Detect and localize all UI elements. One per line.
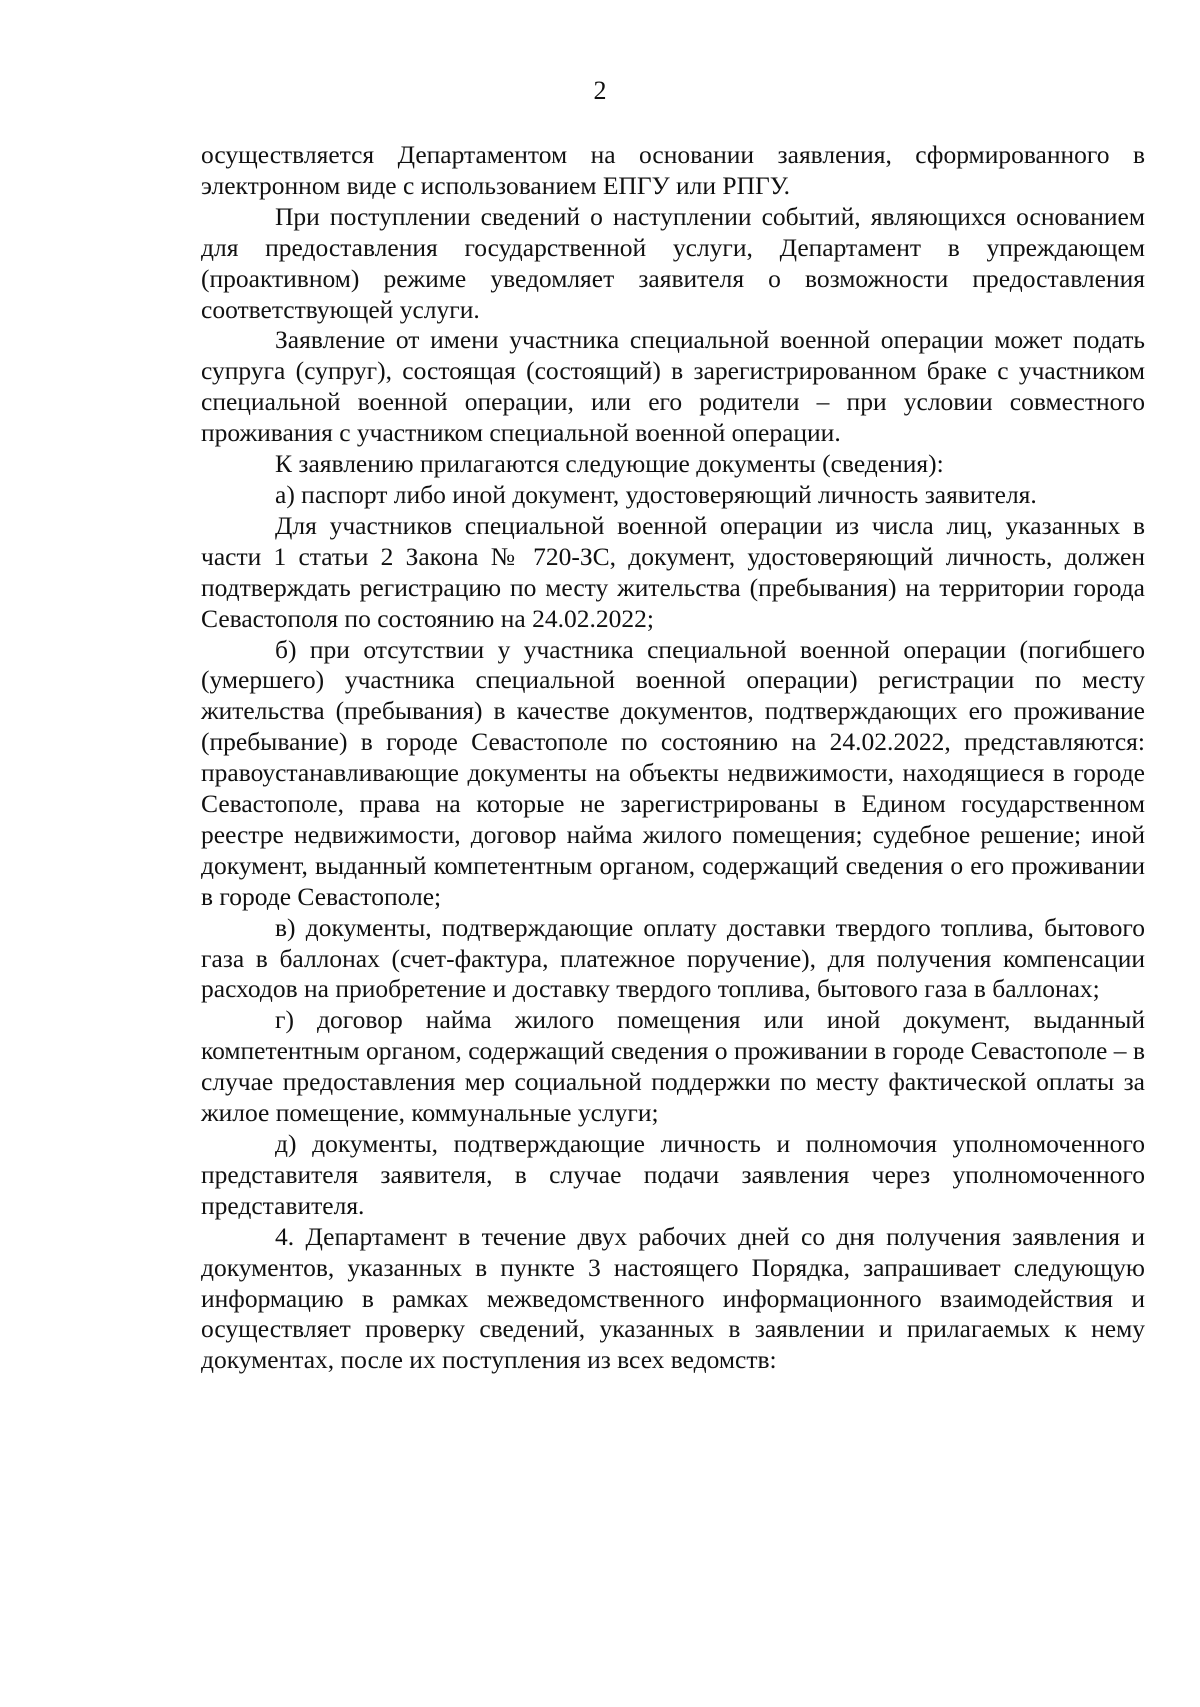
- paragraph-item-g: г) договор найма жилого помещения или иной документ, выданный компетентным органом, содержащий сведения о проживании в городе Севастополе – в случае предоставления мер социальной поддержки по месту фактической оплаты за жилое помещение, коммунальные услуги;: [201, 1005, 1145, 1128]
- paragraph-item-a: а) паспорт либо иной документ, удостоверяющий личность заявителя.: [275, 479, 1037, 509]
- document-body: [201, 140, 1145, 1376]
- paragraph-continuation: осуществляется Департаментом на основании заявления, сформированного в электронном виде с использованием ЕПГУ или РПГУ.: [201, 140, 1145, 200]
- paragraph-section-4: 4. Департамент в течение двух рабочих дней со дня получения заявления и документов, указанных в пункте 3 настоящего Порядка, запрашивает следующую информацию в рамках межведомственного информационного взаимодействия и осуществляет проверку сведений, указанных в заявлении и прилагаемых к нему документах, после их поступления из всех ведомств:: [201, 1221, 1145, 1375]
- paragraph-item-b: б) при отсутствии у участника специальной военной операции (погибшего (умершего) участника специальной военной операции) регистрации по месту жительства (пребывания) в качестве документов, подтверждающих его проживание (пребывание) в городе Севастополе по состоянию на 24.02.2022, представляются: правоустанавливающие документы на объекты недвижимости, находящиеся в городе Севастополе, права на которые не зарегистрированы в Едином государственном реестре недвижимости, договор найма жилого помещения; судебное решение; иной документ, выданный компетентным органом, содержащий сведения о его проживании в городе Севастополе;: [201, 634, 1145, 911]
- paragraph-registration-requirement: Для участников специальной военной операции из числа лиц, указанных в части 1 статьи 2 Закона № 720-ЗС, документ, удостоверяющий личность, должен подтверждать регистрацию по месту жительства (пребывания) на территории города Севастополя по состоянию на 24.02.2022;: [201, 510, 1145, 633]
- paragraph-item-v: в) документы, подтверждающие оплату доставки твердого топлива, бытового газа в баллонах (счет-фактура, платежное поручение), для получения компенсации расходов на приобретение и доставку твердого топлива, бытового газа в баллонах;: [201, 912, 1145, 1004]
- paragraph-proactive-notice: При поступлении сведений о наступлении событий, являющихся основанием для предоставления государственной услуги, Департамент в упреждающем (проактивном) режиме уведомляет заявителя о возможности предоставления соответствующей услуги.: [201, 201, 1145, 324]
- paragraph-applicant-relatives: Заявление от имени участника специальной военной операции может подать супруга (супруг), состоящая (состоящий) в зарегистрированном браке с участником специальной военной операции, или его родители – при условии совместного проживания с участником специальной военной операции.: [201, 325, 1145, 448]
- paragraph-item-d: д) документы, подтверждающие личность и полномочия уполномоченного представителя заявителя, в случае подачи заявления через уполномоченного представителя.: [201, 1129, 1145, 1220]
- page-number: 2: [593, 76, 607, 105]
- paragraph-documents-intro: К заявлению прилагаются следующие документы (сведения):: [275, 449, 944, 479]
